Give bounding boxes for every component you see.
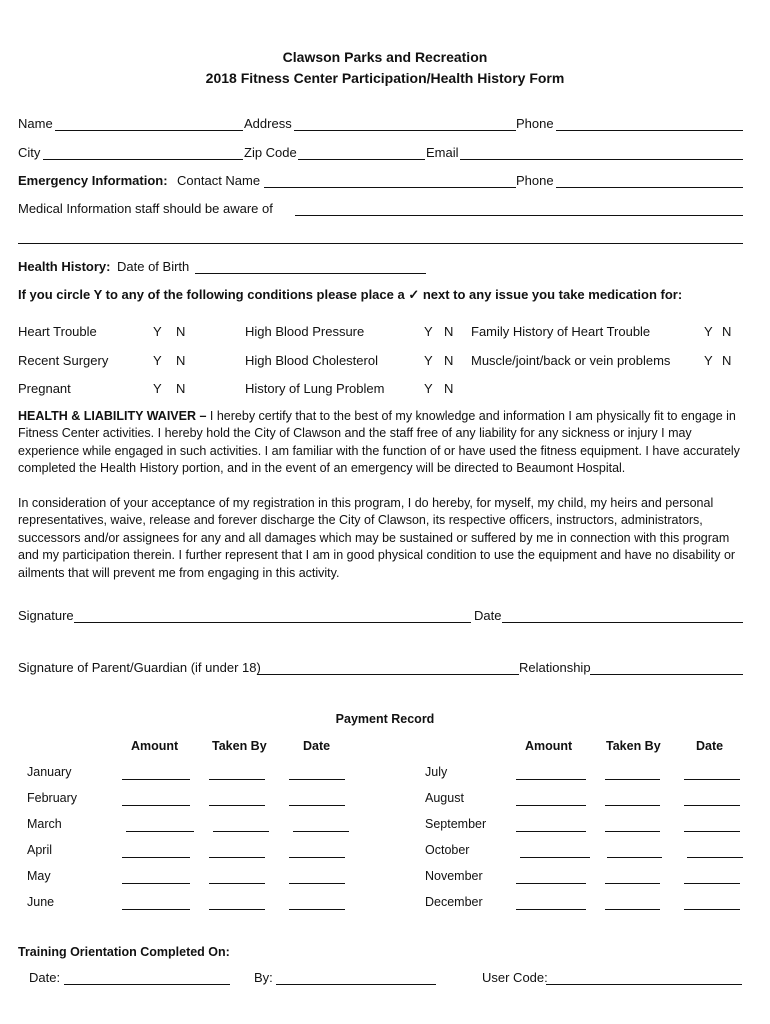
payment-blank[interactable] xyxy=(684,909,740,910)
emergency-phone-label: Phone xyxy=(516,173,554,188)
address-field[interactable] xyxy=(294,130,516,131)
condition-recent-surgery-y[interactable]: Y xyxy=(153,353,162,368)
payment-takenby-header-left: Taken By xyxy=(212,739,267,753)
condition-pregnant: Pregnant xyxy=(18,381,71,396)
payment-blank[interactable] xyxy=(516,779,586,780)
payment-record-title: Payment Record xyxy=(335,712,435,726)
payment-takenby-header-right: Taken By xyxy=(606,739,661,753)
condition-family-heart-y[interactable]: Y xyxy=(704,324,713,339)
payment-blank[interactable] xyxy=(605,883,660,884)
payment-blank[interactable] xyxy=(684,779,740,780)
dob-label: Date of Birth xyxy=(117,259,190,274)
relationship-label: Relationship xyxy=(519,660,591,675)
address-label: Address xyxy=(244,116,292,131)
payment-date-header-right: Date xyxy=(696,739,724,753)
payment-month-august: August xyxy=(425,791,464,805)
medical-field-extra-line[interactable] xyxy=(18,243,743,244)
condition-family-heart-n[interactable]: N xyxy=(722,324,732,339)
training-user-code-label: User Code: xyxy=(482,970,548,985)
payment-month-april: April xyxy=(27,843,53,857)
payment-blank[interactable] xyxy=(209,909,265,910)
condition-pregnant-y[interactable]: Y xyxy=(153,381,162,396)
condition-lung-problem-n[interactable]: N xyxy=(444,381,454,396)
training-date-label: Date: xyxy=(29,970,61,985)
payment-blank[interactable] xyxy=(209,857,265,858)
signature-field[interactable] xyxy=(74,622,471,623)
payment-month-may: May xyxy=(27,869,51,883)
form-title: 2018 Fitness Center Participation/Health History Form xyxy=(205,70,565,86)
payment-blank[interactable] xyxy=(605,909,660,910)
payment-blank[interactable] xyxy=(122,805,190,806)
email-field[interactable] xyxy=(460,159,743,160)
condition-muscle-joint-n[interactable]: N xyxy=(722,353,732,368)
zip-field[interactable] xyxy=(298,159,425,160)
payment-blank[interactable] xyxy=(122,779,190,780)
payment-blank[interactable] xyxy=(516,831,586,832)
training-date-field[interactable] xyxy=(64,984,230,985)
signature-label: Signature xyxy=(18,608,74,623)
payment-month-july: July xyxy=(425,765,448,779)
training-title: Training Orientation Completed On: xyxy=(18,945,230,959)
name-label: Name xyxy=(18,116,53,131)
contact-name-field[interactable] xyxy=(264,187,516,188)
payment-blank[interactable] xyxy=(122,883,190,884)
condition-pregnant-n[interactable]: N xyxy=(176,381,186,396)
condition-heart-trouble-n[interactable]: N xyxy=(176,324,186,339)
payment-blank[interactable] xyxy=(122,857,190,858)
payment-blank[interactable] xyxy=(516,883,586,884)
parent-signature-label: Signature of Parent/Guardian (if under 18) xyxy=(18,660,261,675)
zip-label: Zip Code xyxy=(244,145,297,160)
payment-month-december: December xyxy=(425,895,483,909)
payment-blank[interactable] xyxy=(684,831,740,832)
payment-amount-header-right: Amount xyxy=(525,739,573,753)
condition-high-cholesterol-y[interactable]: Y xyxy=(424,353,433,368)
waiver-heading: HEALTH & LIABILITY WAIVER – xyxy=(18,409,207,423)
payment-blank[interactable] xyxy=(289,909,345,910)
training-by-label: By: xyxy=(254,970,273,985)
waiver-text-1: I hereby certify that to the best of my knowledge and information I am physically fit to engage in Fitness Center activities. I hereby hold the City of Clawson and the staff free of any liability for any sickness or injury I may experience while engaged in such activities. I am familiar with the function of or have used the fitness equipment. I have accurately completed the Health History portion, and in the event of an emergency will be directed to Beaumont Hospital. xyxy=(18,409,740,476)
payment-blank[interactable] xyxy=(684,883,740,884)
signature-date-field[interactable] xyxy=(502,622,743,623)
payment-blank[interactable] xyxy=(684,805,740,806)
payment-blank[interactable] xyxy=(293,831,349,832)
name-field[interactable] xyxy=(55,130,243,131)
city-label: City xyxy=(18,145,41,160)
condition-recent-surgery-n[interactable]: N xyxy=(176,353,186,368)
phone-field[interactable] xyxy=(556,130,743,131)
payment-blank[interactable] xyxy=(209,779,265,780)
condition-high-blood-pressure: High Blood Pressure xyxy=(245,324,365,339)
condition-heart-trouble: Heart Trouble xyxy=(18,324,97,339)
parent-signature-field[interactable] xyxy=(257,674,519,675)
condition-family-heart: Family History of Heart Trouble xyxy=(471,324,651,339)
payment-month-march: March xyxy=(27,817,62,831)
payment-blank[interactable] xyxy=(289,779,345,780)
medical-field[interactable] xyxy=(295,215,743,216)
signature-date-label: Date xyxy=(474,608,502,623)
condition-recent-surgery: Recent Surgery xyxy=(18,353,109,368)
payment-month-january: January xyxy=(27,765,72,779)
payment-month-february: February xyxy=(27,791,78,805)
payment-blank[interactable] xyxy=(289,805,345,806)
payment-blank[interactable] xyxy=(687,857,743,858)
dob-field[interactable] xyxy=(195,273,426,274)
payment-blank[interactable] xyxy=(605,805,660,806)
payment-blank[interactable] xyxy=(122,909,190,910)
emergency-phone-field[interactable] xyxy=(556,187,743,188)
email-label: Email xyxy=(426,145,459,160)
condition-high-blood-pressure-n[interactable]: N xyxy=(444,324,454,339)
form-title-org: Clawson Parks and Recreation xyxy=(282,49,488,65)
payment-blank[interactable] xyxy=(209,805,265,806)
condition-high-cholesterol: High Blood Cholesterol xyxy=(245,353,378,368)
condition-muscle-joint: Muscle/joint/back or vein problems xyxy=(471,353,671,368)
payment-blank[interactable] xyxy=(289,883,345,884)
condition-lung-problem: History of Lung Problem xyxy=(245,381,385,396)
condition-high-blood-pressure-y[interactable]: Y xyxy=(424,324,433,339)
payment-amount-header-left: Amount xyxy=(131,739,179,753)
emergency-label: Emergency Information: xyxy=(18,173,168,188)
condition-heart-trouble-y[interactable]: Y xyxy=(153,324,162,339)
training-user-code-field[interactable] xyxy=(546,984,742,985)
city-field[interactable] xyxy=(43,159,243,160)
waiver-paragraph-1 xyxy=(18,408,746,478)
payment-month-october: October xyxy=(425,843,470,857)
payment-blank[interactable] xyxy=(605,779,660,780)
payment-blank[interactable] xyxy=(607,857,662,858)
payment-blank[interactable] xyxy=(520,857,590,858)
contact-name-label: Contact Name xyxy=(177,173,261,188)
payment-month-september: September xyxy=(425,817,487,831)
training-by-field[interactable] xyxy=(276,984,436,985)
payment-blank[interactable] xyxy=(605,831,660,832)
relationship-field[interactable] xyxy=(590,674,743,675)
condition-muscle-joint-y[interactable]: Y xyxy=(704,353,713,368)
payment-blank[interactable] xyxy=(289,857,345,858)
payment-blank[interactable] xyxy=(209,883,265,884)
waiver-paragraph-2: In consideration of your acceptance of my registration in this program, I do hereby, for myself, my child, my heirs and personal representatives, waive, release and forever discharge the City of Clawson, its respective officers, instructors, administrators, successors and/or assignees for any and all damages which may be sustained or suffered by me in connection with this program and my participation therein. I further represent that I am in good physical condition to use the equipment and have no disability or ailments that will prevent me from engaging in this activity. xyxy=(18,496,736,580)
payment-date-header-left: Date xyxy=(303,739,331,753)
medical-label: Medical Information staff should be aware of xyxy=(18,201,273,216)
payment-blank[interactable] xyxy=(516,909,586,910)
payment-blank[interactable] xyxy=(213,831,269,832)
conditions-instruction: If you circle Y to any of the following conditions please place a ✓ next to any issue you take medication for: xyxy=(18,287,683,302)
payment-month-november: November xyxy=(425,869,483,883)
condition-high-cholesterol-n[interactable]: N xyxy=(444,353,454,368)
payment-blank[interactable] xyxy=(126,831,194,832)
payment-month-june: June xyxy=(27,895,55,909)
condition-lung-problem-y[interactable]: Y xyxy=(424,381,433,396)
phone-label: Phone xyxy=(516,116,554,131)
health-history-label: Health History: xyxy=(18,259,111,274)
payment-blank[interactable] xyxy=(516,805,586,806)
